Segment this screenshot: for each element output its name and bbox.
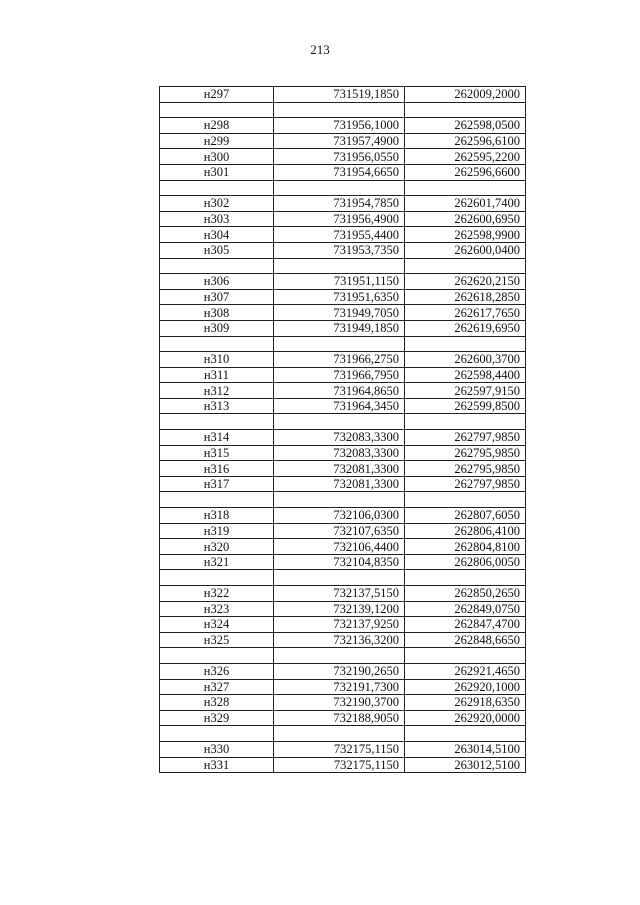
point-label-cell: н300 bbox=[160, 149, 274, 165]
y-coordinate-cell: 262797,9850 bbox=[405, 476, 526, 492]
y-coordinate-cell: 263014,5100 bbox=[405, 741, 526, 757]
y-coordinate-cell: 262600,3700 bbox=[405, 352, 526, 368]
y-coordinate-cell: 262849,0750 bbox=[405, 601, 526, 617]
point-label-cell: н315 bbox=[160, 445, 274, 461]
point-label-cell: н298 bbox=[160, 118, 274, 134]
table-row bbox=[160, 398, 526, 414]
point-label-cell: н319 bbox=[160, 523, 274, 539]
table-separator-row bbox=[160, 492, 526, 508]
table-separator-row bbox=[160, 258, 526, 274]
point-label-cell: н325 bbox=[160, 632, 274, 648]
table-row bbox=[160, 679, 526, 695]
table-row bbox=[160, 305, 526, 321]
point-label-cell: н328 bbox=[160, 695, 274, 711]
x-coordinate-cell: 732175,1150 bbox=[274, 741, 405, 757]
table-row bbox=[160, 632, 526, 648]
table-row bbox=[160, 118, 526, 134]
x-coordinate-cell: 732083,3300 bbox=[274, 430, 405, 446]
y-coordinate-cell: 262806,0050 bbox=[405, 554, 526, 570]
table-row bbox=[160, 757, 526, 773]
y-coordinate-cell: 262807,6050 bbox=[405, 508, 526, 524]
y-coordinate-cell: 262599,8500 bbox=[405, 398, 526, 414]
point-label-cell: н301 bbox=[160, 164, 274, 180]
table-row bbox=[160, 149, 526, 165]
point-label-cell: н323 bbox=[160, 601, 274, 617]
table-row bbox=[160, 320, 526, 336]
y-coordinate-cell: 262600,6950 bbox=[405, 211, 526, 227]
point-label-cell: н316 bbox=[160, 461, 274, 477]
table-row bbox=[160, 663, 526, 679]
y-coordinate-cell: 262596,6100 bbox=[405, 133, 526, 149]
point-label-cell: н306 bbox=[160, 274, 274, 290]
x-coordinate-cell: 732083,3300 bbox=[274, 445, 405, 461]
table-row bbox=[160, 352, 526, 368]
empty-cell bbox=[160, 180, 274, 196]
x-coordinate-cell: 732104,8350 bbox=[274, 554, 405, 570]
y-coordinate-cell: 262850,2650 bbox=[405, 586, 526, 602]
empty-cell bbox=[405, 336, 526, 352]
point-label-cell: н331 bbox=[160, 757, 274, 773]
point-label-cell: н309 bbox=[160, 320, 274, 336]
table-row bbox=[160, 461, 526, 477]
y-coordinate-cell: 262920,0000 bbox=[405, 710, 526, 726]
table-row bbox=[160, 523, 526, 539]
x-coordinate-cell: 731964,3450 bbox=[274, 398, 405, 414]
x-coordinate-cell: 732081,3300 bbox=[274, 476, 405, 492]
x-coordinate-cell: 732106,4400 bbox=[274, 539, 405, 555]
point-label-cell: н321 bbox=[160, 554, 274, 570]
table-row bbox=[160, 367, 526, 383]
x-coordinate-cell: 731519,1850 bbox=[274, 87, 405, 103]
y-coordinate-cell: 262804,8100 bbox=[405, 539, 526, 555]
page-number: 213 bbox=[310, 42, 330, 57]
x-coordinate-cell: 731956,0550 bbox=[274, 149, 405, 165]
table-row bbox=[160, 695, 526, 711]
empty-cell bbox=[160, 570, 274, 586]
table-row bbox=[160, 430, 526, 446]
x-coordinate-cell: 731949,7050 bbox=[274, 305, 405, 321]
point-label-cell: н326 bbox=[160, 663, 274, 679]
point-label-cell: н330 bbox=[160, 741, 274, 757]
x-coordinate-cell: 732190,2650 bbox=[274, 663, 405, 679]
empty-cell bbox=[160, 336, 274, 352]
point-label-cell: н312 bbox=[160, 383, 274, 399]
empty-cell bbox=[405, 570, 526, 586]
y-coordinate-cell: 262597,9150 bbox=[405, 383, 526, 399]
coordinates-table bbox=[159, 86, 526, 773]
empty-cell bbox=[160, 102, 274, 118]
y-coordinate-cell: 262009,2000 bbox=[405, 87, 526, 103]
point-label-cell: н322 bbox=[160, 586, 274, 602]
table-row bbox=[160, 508, 526, 524]
coordinates-table-body bbox=[160, 87, 526, 773]
y-coordinate-cell: 262601,7400 bbox=[405, 196, 526, 212]
x-coordinate-cell: 731951,1150 bbox=[274, 274, 405, 290]
y-coordinate-cell: 262617,7650 bbox=[405, 305, 526, 321]
x-coordinate-cell: 731966,7950 bbox=[274, 367, 405, 383]
x-coordinate-cell: 731956,4900 bbox=[274, 211, 405, 227]
table-separator-row bbox=[160, 180, 526, 196]
empty-cell bbox=[274, 336, 405, 352]
point-label-cell: н297 bbox=[160, 87, 274, 103]
table-separator-row bbox=[160, 102, 526, 118]
table-separator-row bbox=[160, 414, 526, 430]
table-row bbox=[160, 211, 526, 227]
x-coordinate-cell: 731949,1850 bbox=[274, 320, 405, 336]
x-coordinate-cell: 731955,4400 bbox=[274, 227, 405, 243]
y-coordinate-cell: 263012,5100 bbox=[405, 757, 526, 773]
table-row bbox=[160, 601, 526, 617]
x-coordinate-cell: 732139,1200 bbox=[274, 601, 405, 617]
table-row bbox=[160, 710, 526, 726]
point-label-cell: н314 bbox=[160, 430, 274, 446]
x-coordinate-cell: 731954,7850 bbox=[274, 196, 405, 212]
empty-cell bbox=[405, 648, 526, 664]
y-coordinate-cell: 262795,9850 bbox=[405, 461, 526, 477]
x-coordinate-cell: 732188,9050 bbox=[274, 710, 405, 726]
table-separator-row bbox=[160, 648, 526, 664]
table-row bbox=[160, 383, 526, 399]
empty-cell bbox=[274, 570, 405, 586]
y-coordinate-cell: 262797,9850 bbox=[405, 430, 526, 446]
table-row bbox=[160, 476, 526, 492]
x-coordinate-cell: 731953,7350 bbox=[274, 242, 405, 258]
table-row bbox=[160, 741, 526, 757]
point-label-cell: н299 bbox=[160, 133, 274, 149]
empty-cell bbox=[160, 726, 274, 742]
table-row bbox=[160, 242, 526, 258]
x-coordinate-cell: 731956,1000 bbox=[274, 118, 405, 134]
x-coordinate-cell: 732191,7300 bbox=[274, 679, 405, 695]
table-row bbox=[160, 554, 526, 570]
empty-cell bbox=[274, 180, 405, 196]
y-coordinate-cell: 262920,1000 bbox=[405, 679, 526, 695]
table-row bbox=[160, 133, 526, 149]
point-label-cell: н307 bbox=[160, 289, 274, 305]
empty-cell bbox=[274, 414, 405, 430]
empty-cell bbox=[405, 102, 526, 118]
table-row bbox=[160, 617, 526, 633]
empty-cell bbox=[274, 726, 405, 742]
point-label-cell: н303 bbox=[160, 211, 274, 227]
y-coordinate-cell: 262600,0400 bbox=[405, 242, 526, 258]
point-label-cell: н310 bbox=[160, 352, 274, 368]
y-coordinate-cell: 262806,4100 bbox=[405, 523, 526, 539]
empty-cell bbox=[274, 258, 405, 274]
x-coordinate-cell: 731964,8650 bbox=[274, 383, 405, 399]
empty-cell bbox=[405, 726, 526, 742]
empty-cell bbox=[274, 648, 405, 664]
point-label-cell: н324 bbox=[160, 617, 274, 633]
empty-cell bbox=[274, 492, 405, 508]
table-row bbox=[160, 227, 526, 243]
y-coordinate-cell: 262596,6600 bbox=[405, 164, 526, 180]
x-coordinate-cell: 732106,0300 bbox=[274, 508, 405, 524]
y-coordinate-cell: 262619,6950 bbox=[405, 320, 526, 336]
empty-cell bbox=[160, 492, 274, 508]
point-label-cell: н317 bbox=[160, 476, 274, 492]
empty-cell bbox=[405, 492, 526, 508]
x-coordinate-cell: 731951,6350 bbox=[274, 289, 405, 305]
x-coordinate-cell: 731954,6650 bbox=[274, 164, 405, 180]
table-separator-row bbox=[160, 726, 526, 742]
x-coordinate-cell: 732175,1150 bbox=[274, 757, 405, 773]
y-coordinate-cell: 262795,9850 bbox=[405, 445, 526, 461]
x-coordinate-cell: 732136,3200 bbox=[274, 632, 405, 648]
x-coordinate-cell: 732107,6350 bbox=[274, 523, 405, 539]
table-row bbox=[160, 586, 526, 602]
empty-cell bbox=[405, 180, 526, 196]
empty-cell bbox=[160, 648, 274, 664]
point-label-cell: н327 bbox=[160, 679, 274, 695]
y-coordinate-cell: 262595,2200 bbox=[405, 149, 526, 165]
x-coordinate-cell: 732081,3300 bbox=[274, 461, 405, 477]
point-label-cell: н318 bbox=[160, 508, 274, 524]
point-label-cell: н329 bbox=[160, 710, 274, 726]
y-coordinate-cell: 262921,4650 bbox=[405, 663, 526, 679]
x-coordinate-cell: 731957,4900 bbox=[274, 133, 405, 149]
table-separator-row bbox=[160, 336, 526, 352]
empty-cell bbox=[405, 258, 526, 274]
table-row bbox=[160, 274, 526, 290]
empty-cell bbox=[274, 102, 405, 118]
point-label-cell: н304 bbox=[160, 227, 274, 243]
y-coordinate-cell: 262918,6350 bbox=[405, 695, 526, 711]
point-label-cell: н313 bbox=[160, 398, 274, 414]
point-label-cell: н320 bbox=[160, 539, 274, 555]
table-row bbox=[160, 289, 526, 305]
y-coordinate-cell: 262598,9900 bbox=[405, 227, 526, 243]
y-coordinate-cell: 262848,6650 bbox=[405, 632, 526, 648]
table-row bbox=[160, 539, 526, 555]
y-coordinate-cell: 262598,0500 bbox=[405, 118, 526, 134]
table-separator-row bbox=[160, 570, 526, 586]
point-label-cell: н308 bbox=[160, 305, 274, 321]
x-coordinate-cell: 731966,2750 bbox=[274, 352, 405, 368]
x-coordinate-cell: 732137,9250 bbox=[274, 617, 405, 633]
x-coordinate-cell: 732190,3700 bbox=[274, 695, 405, 711]
table-row bbox=[160, 196, 526, 212]
y-coordinate-cell: 262598,4400 bbox=[405, 367, 526, 383]
empty-cell bbox=[405, 414, 526, 430]
y-coordinate-cell: 262847,4700 bbox=[405, 617, 526, 633]
table-row bbox=[160, 445, 526, 461]
point-label-cell: н305 bbox=[160, 242, 274, 258]
y-coordinate-cell: 262618,2850 bbox=[405, 289, 526, 305]
table-row bbox=[160, 87, 526, 103]
point-label-cell: н302 bbox=[160, 196, 274, 212]
empty-cell bbox=[160, 414, 274, 430]
x-coordinate-cell: 732137,5150 bbox=[274, 586, 405, 602]
empty-cell bbox=[160, 258, 274, 274]
table-row bbox=[160, 164, 526, 180]
y-coordinate-cell: 262620,2150 bbox=[405, 274, 526, 290]
point-label-cell: н311 bbox=[160, 367, 274, 383]
